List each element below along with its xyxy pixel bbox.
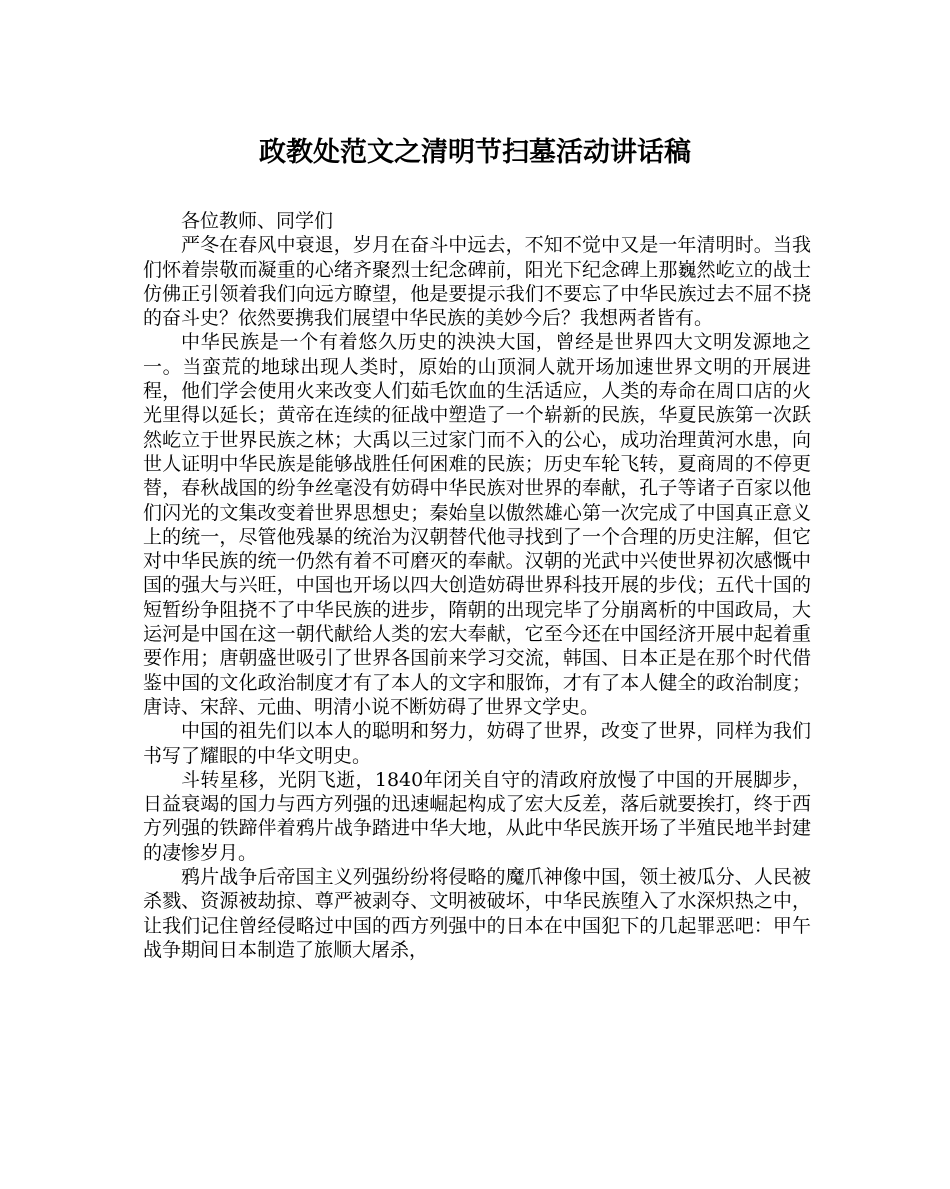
paragraph-3: 中国的祖先们以本人的聪明和努力，妨碍了世界，改变了世界，同样为我们书写了耀眼的中华文明史。 — [143, 720, 811, 767]
paragraph-1: 严冬在春风中衰退，岁月在奋斗中远去，不知不觉中又是一年清明时。当我们怀着崇敬而凝重的心绪齐聚烈士纪念碑前，阳光下纪念碑上那巍然屹立的战士仿佛正引领着我们向远方瞭望，他是要提示我们不要忘了中华民族过去不屈不挠的奋斗史？依然要携我们展望中华民族的美妙今后？我想两者皆有。 — [143, 234, 811, 330]
document-title: 政教处范文之清明节扫墓活动讲话稿 — [259, 137, 691, 168]
paragraph-4: 斗转星移，光阴飞逝，1840年闭关自守的清政府放慢了中国的开展脚步，日益衰竭的国力与西方列强的迅速崛起构成了宏大反差，落后就要挨打，终于西方列强的铁蹄伴着鸦片战争踏进中华大地，从此中华民族开场了半殖民地半封建的凄惨岁月。 — [143, 768, 811, 864]
paragraph-5: 鸦片战争后帝国主义列强纷纷将侵略的魔爪神像中国，领土被瓜分、人民被杀戮、资源被劫掠、尊严被剥夺、文明被破坏，中华民族堕入了水深炽热之中，让我们记住曾经侵略过中国的西方列强中的日本在中国犯下的几起罪恶吧：甲午战争期间日本制造了旅顺大屠杀， — [143, 866, 811, 961]
document-body — [143, 209, 811, 962]
paragraph-2: 中华民族是一个有着悠久历史的泱泱大国，曾经是世界四大文明发源地之一。当蛮荒的地球出现人类时，原始的山顶洞人就开场加速世界文明的开展进程，他们学会使用火来改变人们茹毛饮血的生活适应，人类的寿命在周口店的火光里得以延长；黄帝在连续的征战中塑造了一个崭新的民族，华夏民族第一次跃然屹立于世界民族之林；大禹以三过家门而不入的公心，成功治理黄河水患，向世人证明中华民族是能够战胜任何困难的民族；历史车轮飞转，夏商周的不停更替，春秋战国的纷争丝毫没有妨碍中华民族对世界的奉献，孔子等诸子百家以他们闪光的文集改变着世界思想史；秦始皇以傲然雄心第一次完成了中国真正意义上的统一，尽管他残暴的统治为汉朝替代他寻找到了一个合理的历史注解，但它对中华民族的统一仍然有着不可磨灭的奉献。汉朝的光武中兴使世界初次感慨中国的强大与兴旺，中国也开场以四大创造妨碍世界科技开展的步伐；五代十国的短暂纷争阻挠不了中华民族的进步，隋朝的出现完毕了分崩离析的中国政局，大运河是中国在这一朝代献给人类的宏大奉献，它至今还在中国经济开展中起着重要作用；唐朝盛世吸引了世界各国前来学习交流，韩国、日本正是在那个时代借鉴中国的文化政治制度才有了本人的文字和服饰，才有了本人健全的政治制度；唐诗、宋辞、元曲、明清小说不断妨碍了世界文学史。 — [143, 331, 811, 718]
salutation: 各位教师、同学们 — [181, 210, 334, 232]
